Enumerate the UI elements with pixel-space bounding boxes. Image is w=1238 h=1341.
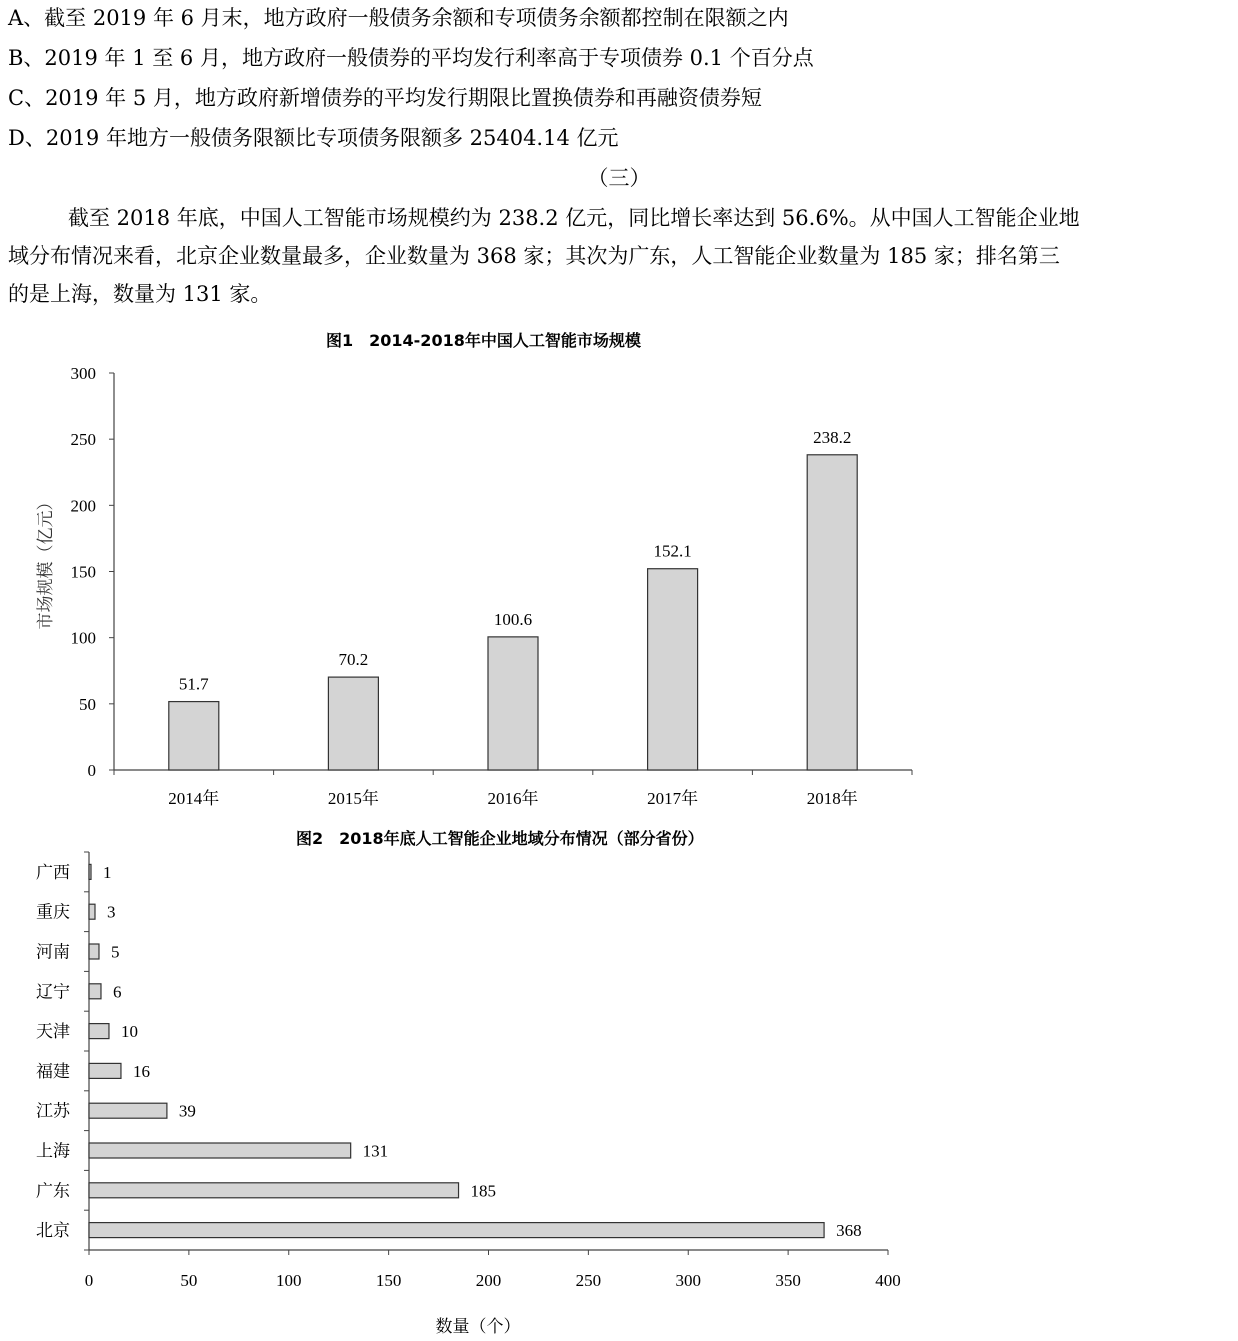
bar-北京 xyxy=(89,1223,824,1238)
paragraph-line-1: 截至 2018 年底，中国人工智能市场规模约为 238.2 亿元，同比增长率达到 56.6%。从中国人工智能企业地 xyxy=(68,206,1080,230)
chart2-title: 图2 2018年底人工智能企业地域分布情况（部分省份） xyxy=(296,829,704,848)
x-tick-label: 150 xyxy=(375,1271,402,1290)
bar-2014年 xyxy=(169,702,219,770)
bar-2015年 xyxy=(328,677,378,770)
data-label: 16 xyxy=(132,1061,150,1081)
bar-江苏 xyxy=(89,1103,167,1118)
data-label: 51.7 xyxy=(178,674,209,694)
bar-福建 xyxy=(89,1063,121,1078)
bar-2017年 xyxy=(648,569,698,770)
y-tick-label: 辽宁 xyxy=(36,982,70,1002)
y-tick-label: 广东 xyxy=(36,1181,70,1201)
bar-河南 xyxy=(89,944,99,959)
bar-2018年 xyxy=(807,455,857,770)
paragraph-line-3: 的是上海，数量为 131 家。 xyxy=(8,282,272,306)
x-tick-label: 200 xyxy=(475,1271,502,1290)
y-tick-label: 250 xyxy=(70,430,96,450)
x-tick-label: 350 xyxy=(775,1271,801,1290)
y-axis-label: 市场规模（亿元） xyxy=(36,493,55,630)
data-label: 5 xyxy=(110,942,120,962)
y-tick-label: 广西 xyxy=(36,862,70,882)
x-tick-label: 2016年 xyxy=(487,789,539,808)
option-a: A、截至 2019 年 6 月末，地方政府一般债务余额和专项债务余额都控制在限额之内 xyxy=(8,6,789,30)
option-d: D、2019 年地方一般债务限额比专项债务限额多 25404.14 亿元 xyxy=(8,126,619,150)
x-tick-label: 250 xyxy=(575,1271,602,1290)
data-label: 131 xyxy=(362,1141,389,1161)
y-tick-label: 50 xyxy=(79,694,96,714)
y-tick-label: 上海 xyxy=(36,1141,70,1161)
x-tick-label: 400 xyxy=(875,1271,901,1290)
y-tick-label: 150 xyxy=(70,562,96,582)
y-tick-label: 天津 xyxy=(36,1022,70,1042)
data-label: 39 xyxy=(178,1101,196,1121)
bar-广西 xyxy=(89,864,91,879)
data-label: 185 xyxy=(470,1181,497,1201)
data-label: 3 xyxy=(106,902,116,922)
y-tick-label: 300 xyxy=(70,364,96,383)
section-title: （三） xyxy=(587,166,651,190)
y-tick-label: 重庆 xyxy=(36,902,70,922)
paragraph-line-2: 域分布情况来看，北京企业数量最多，企业数量为 368 家；其次为广东，人工智能企业数量为 185 家；排名第三 xyxy=(8,244,1060,268)
x-tick-label: 2015年 xyxy=(327,789,379,808)
x-axis-label: 数量（个） xyxy=(435,1317,521,1336)
bar-上海 xyxy=(89,1143,351,1158)
x-tick-label: 100 xyxy=(276,1271,302,1290)
bar-重庆 xyxy=(89,904,95,919)
option-b: B、2019 年 1 至 6 月，地方政府一般债券的平均发行利率高于专项债券 0.1 个百分点 xyxy=(8,46,814,70)
option-c: C、2019 年 5 月，地方政府新增债券的平均发行期限比置换债券和再融资债券短 xyxy=(8,86,762,110)
bar-2016年 xyxy=(488,637,538,770)
data-label: 100.6 xyxy=(493,609,533,629)
x-tick-label: 300 xyxy=(675,1271,701,1290)
chart1-title: 图1 2014-2018年中国人工智能市场规模 xyxy=(326,331,641,350)
x-tick-label: 0 xyxy=(84,1271,94,1290)
x-tick-label: 2018年 xyxy=(806,789,858,808)
y-tick-label: 河南 xyxy=(36,942,70,962)
bar-天津 xyxy=(89,1024,109,1039)
x-tick-label: 50 xyxy=(180,1271,198,1290)
y-tick-label: 200 xyxy=(70,496,96,516)
y-tick-label: 江苏 xyxy=(36,1101,70,1121)
data-label: 238.2 xyxy=(813,427,852,447)
bar-辽宁 xyxy=(89,984,101,999)
data-label: 368 xyxy=(836,1221,862,1241)
data-label: 152.1 xyxy=(653,541,692,561)
data-label: 6 xyxy=(112,982,122,1002)
y-tick-label: 100 xyxy=(70,628,96,648)
y-tick-label: 福建 xyxy=(36,1061,70,1081)
y-tick-label: 北京 xyxy=(36,1221,70,1241)
data-label: 10 xyxy=(120,1022,138,1042)
y-tick-label: 0 xyxy=(87,761,96,780)
bar-广东 xyxy=(89,1183,459,1198)
x-tick-label: 2014年 xyxy=(168,789,220,808)
data-label: 1 xyxy=(103,862,112,882)
data-label: 70.2 xyxy=(338,650,369,670)
x-tick-label: 2017年 xyxy=(647,789,699,808)
